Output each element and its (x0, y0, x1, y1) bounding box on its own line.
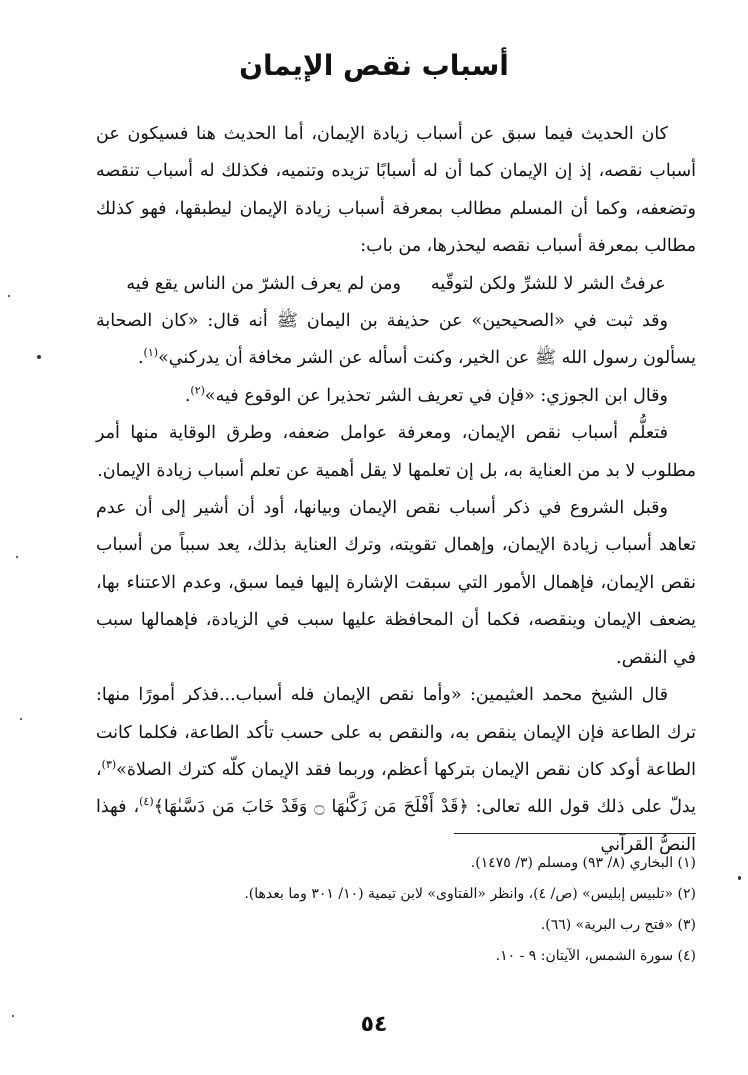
footnote-3: (٣) «فتح رب البرية» (٦٦). (540, 917, 696, 933)
footnote-1: (١) البخاري (٨/ ٩٣) ومسلم (٣/ ١٤٧٥). (470, 855, 696, 871)
footnote-ref-4[interactable]: (٤) (139, 795, 154, 809)
footnotes (96, 848, 696, 972)
paragraph-ibn-aljawzi-text: وقال ابن الجوزي: «فإن في تعريف الشر تحذيرا عن الوقوع فيه» (204, 385, 668, 406)
footnote-ref-3[interactable]: (٣) (101, 758, 117, 772)
paragraph-hudhayfa: وقد ثبت في «الصحيحين» عن حذيفة بن اليمان ﷺ أنه قال: «كان الصحابة يسألون رسول الله ﷺ عن الخير، وكنت أسأله عن الشر مخافة أن يدركني»$^{(١)}$. (96, 311, 696, 369)
page-number: ٥٤ (360, 1012, 388, 1037)
paragraph-uthaymin (96, 677, 696, 864)
paragraph-before-starting: وقبل الشروع في ذكر أسباب نقص الإيمان وبيانها، أود أن أشير إلى أن عدم تعاهد أسباب زيادة الإيمان، وإهمال تقويته، وترك العناية بذلك، يعد سبباً من أسباب نقص الإيمان، فإهمال الأمور التي سبقت الإشارة إليها فيما سبق، وعدم الاعتناء بها، يضعف الإيمان وينقصه، فكما أن المحافظة عليها سبب في الزيادة، فإهمالها سبب في النقص. (96, 498, 696, 668)
paragraph-ibn-aljawzi: وقال ابن الجوزي: «فإن في تعريف الشر تحذيرا عن الوقوع فيه»$^{(٢)}$. (184, 384, 668, 406)
verse-first-hemistich: عرفتُ الشر لا للشرِّ ولكن لتوقّيه (430, 273, 666, 294)
paragraph-intro: كان الحديث فيما سبق عن أسباب زيادة الإيمان، أما الحديث هنا فسيكون عن أسباب نقصه، إذ إن الإيمان كما أن له أسبابًا تزيده وتنميه، فكذلك له أسباب تنقصه وتضعفه، وكما أن المسلم مطالب بمعرفة أسباب زيادة الإيمان ليطبقها، فهو كذلك مطالب بمعرفة أسباب نقصه ليحذرها، من باب: (96, 124, 696, 257)
scan-speck (12, 1015, 14, 1017)
poetry-verse (96, 266, 696, 303)
paragraph-learning: فتعلُّم أسباب نقص الإيمان، ومعرفة عوامل ضعفه، وطرق الوقاية منها أمر مطلوب لا بد من العناية به، بل إن تعلمها لا يقل أهمية عن تعلم أسباب زيادة الإيمان. (96, 423, 696, 481)
footnote-2: (٢) «تلبيس إبليس» (ص/ ٤)، وانظر «الفتاوى» لابن تيمية (١٠/ ٣٠١ وما بعدها). (244, 886, 696, 902)
scan-speck (20, 718, 22, 720)
scan-speck (37, 355, 41, 359)
scan-speck (8, 295, 10, 297)
footnote-divider (454, 833, 696, 834)
main-text (96, 116, 696, 864)
verse-second-hemistich: ومن لم يعرف الشرّ من الناس يقع فيه (126, 273, 401, 294)
paragraph-uthaymin-text-a: قال الشيخ محمد العثيمين: «وأما نقص الإيمان فله أسباب...فذكر أمورًا منها: ترك الطاعة فإن الإيمان ينقص به، والنقص به على حسب تأكد الطاعة، فكلما كانت الطاعة أوكد كان نقص الإيمان بتركها أعظم، وربما فقد الإيمان كلّه كترك الصلاة» (96, 685, 696, 780)
scan-speck (738, 876, 741, 880)
footnote-ref-1[interactable]: (١) (143, 346, 159, 360)
paragraph-hudhayfa-text: وقد ثبت في «الصحيحين» عن حذيفة بن اليمان ﷺ أنه قال: «كان الصحابة يسألون رسول الله ﷺ عن الخير، وكنت أسأله عن الشر مخافة أن يدركني» (96, 311, 696, 369)
paragraph-uthaymin-text-c: ، فهذا النصُّ القرآني (96, 797, 696, 855)
footnote-ref-2[interactable]: (٢) (190, 384, 205, 398)
scan-speck (16, 556, 18, 558)
page-title: أسباب نقص الإيمان (239, 49, 509, 82)
paragraph-uthaymin-text-b: ، يدلّ على ذلك قول الله تعالى: ﴿قَدْ أَفْلَحَ مَن زَكَّىٰهَا ۝ وَقَدْ خَابَ مَن دَسَّىٰهَا﴾ (96, 759, 696, 818)
footnote-4: (٤) سورة الشمس، الآيتان: ٩ - ١٠. (495, 948, 696, 964)
